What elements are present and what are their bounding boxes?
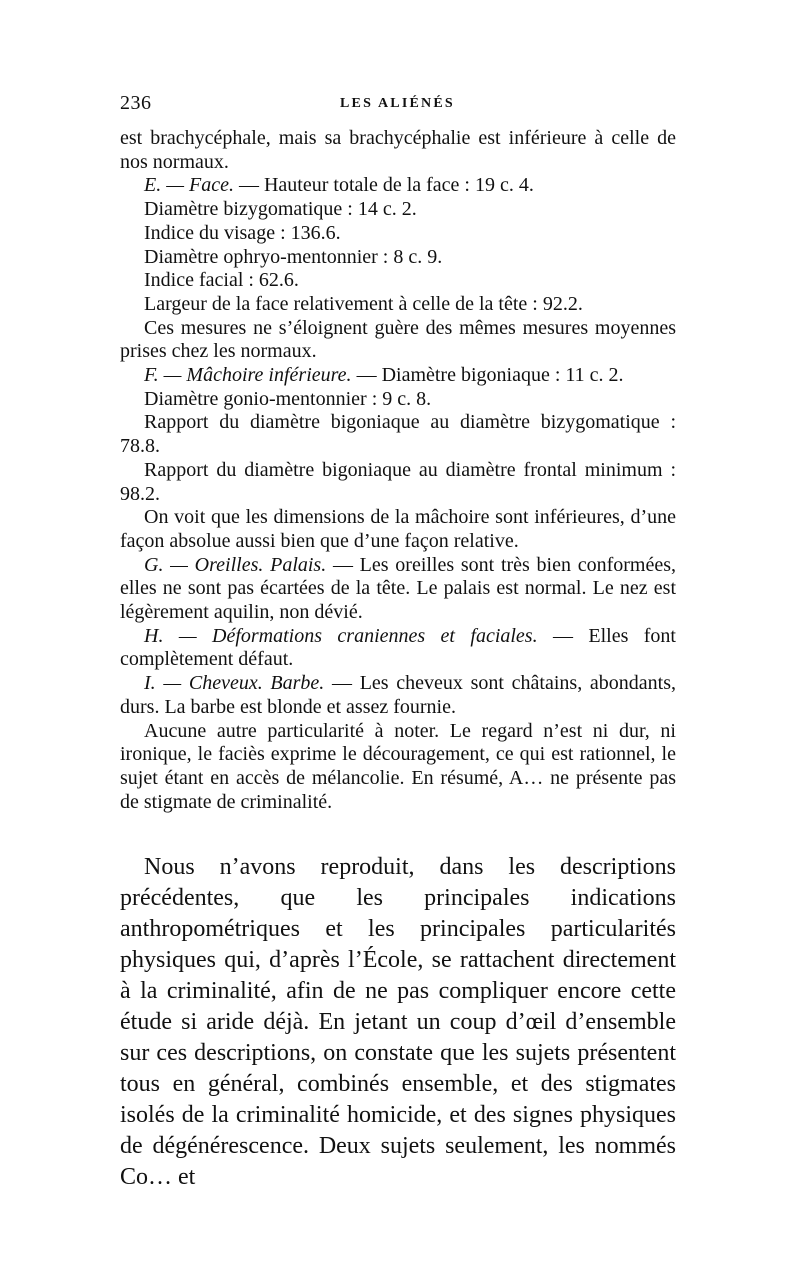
section-text: — Elles font complètement défaut. (120, 624, 676, 671)
page-number: 236 (120, 92, 152, 114)
measurement-line: Rapport du diamètre bigoniaque au diamètre bizygomatique : 78.8. (120, 411, 676, 458)
section-text: — Diamètre bigoniaque : 11 c. 2. (351, 364, 624, 387)
section-f-jaw (120, 364, 676, 388)
measurement-line: Largeur de la face relativement à celle de la tête : 92.2. (144, 292, 583, 315)
section-text: — Hauteur totale de la face : 19 c. 4. (233, 174, 534, 197)
section-label: I. — Cheveux. Barbe. (144, 672, 325, 695)
section-i-hair-beard (120, 672, 676, 719)
section-label: F. — Mâchoire inférieure. (144, 364, 352, 387)
section-g-ears-palate (120, 554, 676, 625)
paragraph-brachycephaly: est brachycéphale, mais sa brachycéphalie est inférieure à celle de nos normaux. (120, 127, 676, 173)
measurement-line: Diamètre gonio-mentonnier : 9 c. 8. (144, 387, 432, 410)
measurement-line: Diamètre ophryo-mentonnier : 8 c. 9. (144, 245, 443, 268)
section-label: G. — Oreilles. Palais. (144, 553, 327, 576)
measurement-line: Indice facial : 62.6. (144, 269, 299, 292)
section-e-face (120, 174, 676, 198)
case-description (120, 127, 676, 814)
main-text (120, 852, 676, 1193)
paragraph-comparison: Ces mesures ne s’éloignent guère des mêmes mesures moyennes prises chez les normaux. (120, 316, 676, 363)
measurement-line: Diamètre bizygomatique : 14 c. 2. (144, 198, 417, 221)
measurement-line: Rapport du diamètre bigoniaque au diamètre frontal minimum : 98.2. (120, 458, 676, 505)
paragraph-summary: Aucune autre particularité à noter. Le regard n’est ni dur, ni ironique, le faciès exprime le découragement, ce qui est rationnel, le sujet étant en accès de mélancolie. En résumé, A… ne présente pas de stigmate de criminalité. (120, 719, 676, 813)
section-label: E. — Face. (144, 174, 234, 197)
paragraph-jaw-dimensions: On voit que les dimensions de la mâchoire sont inférieures, d’une façon absolue aussi bien que d’une façon relative. (120, 506, 676, 552)
section-text: — Les cheveux sont châtains, abondants, durs. La barbe est blonde et assez fournie. (120, 672, 677, 718)
running-title: LES ALIÉNÉS (340, 96, 455, 111)
section-label: H. — Déformations craniennes et faciales. (144, 624, 538, 647)
page-header (120, 92, 676, 120)
paragraph-conclusion: Nous n’avons reproduit, dans les descriptions précédentes, que les principales indications anthropométriques et les principales particularités physiques qui, d’après l’École, se rattachent directement à la criminalité, afin de ne pas compliquer encore cette étude si aride déjà. En jetant un coup d’œil d’ensemble sur ces descriptions, on constate que les sujets présentent tous en général, combinés ensemble, et des stigmates isolés de la criminalité homicide, et des signes physiques de dégénérescence. Deux sujets seulement, les nommés Co… et (120, 854, 676, 1190)
section-h-deformations (120, 625, 676, 672)
section-text: — Les oreilles sont très bien conformées, elles ne sont pas écartées de la tête. Le palais est normal. Le nez est légèrement aquilin, non dévié. (120, 553, 677, 624)
measurement-line: Indice du visage : 136.6. (144, 221, 341, 244)
